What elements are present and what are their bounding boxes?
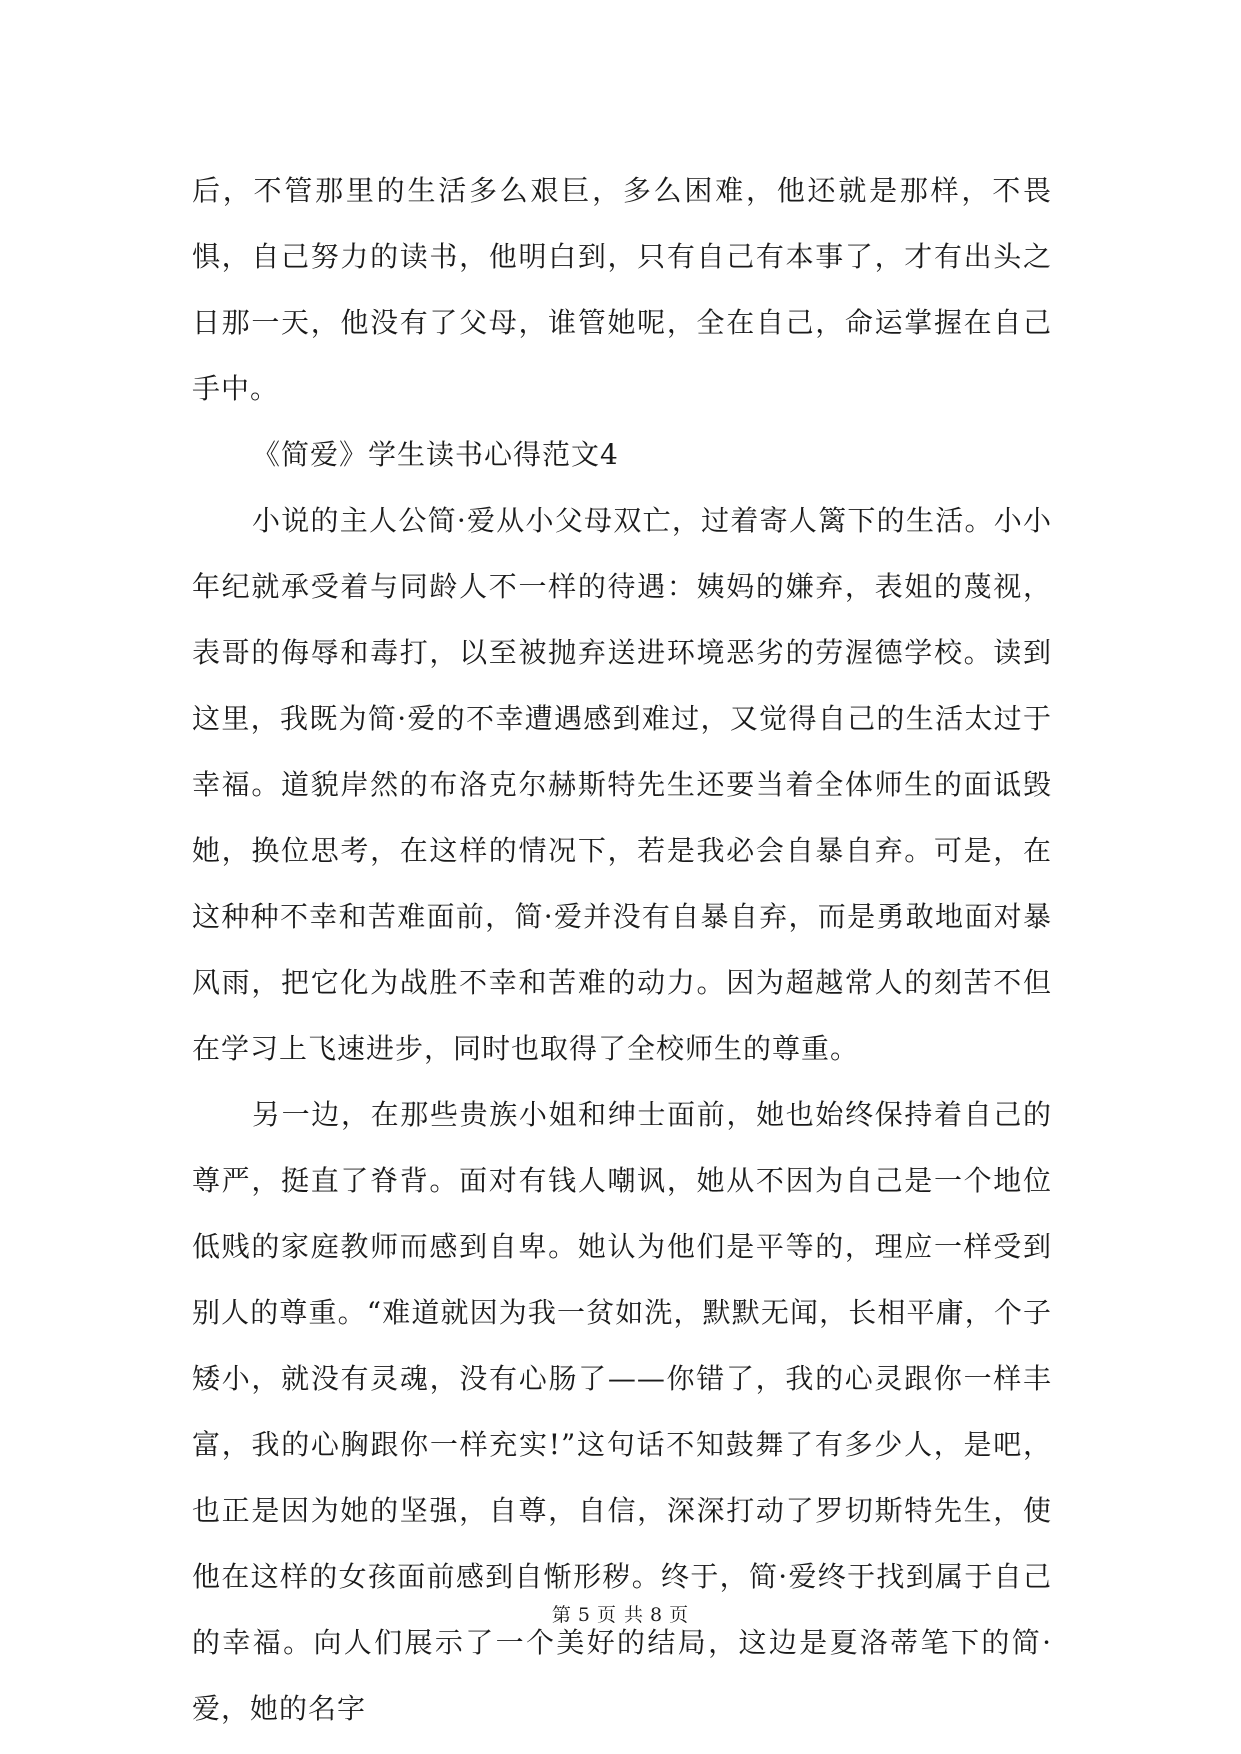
section-heading: 《简爱》学生读书心得范文4 xyxy=(252,438,619,471)
footer-total-pages: 8 xyxy=(650,1604,664,1626)
paragraph-continuation: 后，不管那里的生活多么艰巨，多么困难，他还就是那样，不畏惧，自己努力的读书，他明白到，只有自己有本事了，才有出头之日那一天，他没有了父母，谁管她呢，全在自己，命运掌握在自己手中。 xyxy=(192,174,1052,405)
page-footer xyxy=(0,1600,1241,1627)
footer-middle: 页 共 xyxy=(596,1604,645,1626)
paragraph: 小说的主人公简·爱从小父母双亡，过着寄人篱下的生活。小小年纪就承受着与同龄人不一样的待遇：姨妈的嫌弃，表姐的蔑视，表哥的侮辱和毒打，以至被抛弃送进环境恶劣的劳渥德学校。读到这里，我既为简·爱的不幸遭遇感到难过，又觉得自己的生活太过于幸福。道貌岸然的布洛克尔赫斯特先生还要当着全体师生的面诋毁她，换位思考，在这样的情况下，若是我必会自暴自弃。可是，在这种种不幸和苦难面前，简·爱并没有自暴自弃，而是勇敢地面对暴风雨，把它化为战胜不幸和苦难的动力。因为超越常人的刻苦不但在学习上飞速进步，同时也取得了全校师生的尊重。 xyxy=(192,504,1052,1065)
paragraph: 另一边，在那些贵族小姐和绅士面前，她也始终保持着自己的尊严，挺直了脊背。面对有钱人嘲讽，她从不因为自己是一个地位低贱的家庭教师而感到自卑。她认为他们是平等的，理应一样受到别人的尊重。“难道就因为我一贫如洗，默默无闻，长相平庸，个子矮小，就没有灵魂，没有心肠了——你错了，我的心灵跟你一样丰富，我的心胸跟你一样充实!”这句话不知鼓舞了有多少人，是吧，也正是因为她的坚强，自尊，自信，深深打动了罗切斯特先生，使他在这样的女孩面前感到自惭形秽。终于，简·爱终于找到属于自己的幸福。向人们展示了一个美好的结局，这边是夏洛蒂笔下的简·爱，她的名字 xyxy=(192,1098,1052,1725)
footer-suffix: 页 xyxy=(669,1604,690,1626)
footer-current-page: 5 xyxy=(577,1604,591,1626)
document-body xyxy=(192,158,1052,1742)
footer-prefix: 第 xyxy=(551,1604,572,1626)
